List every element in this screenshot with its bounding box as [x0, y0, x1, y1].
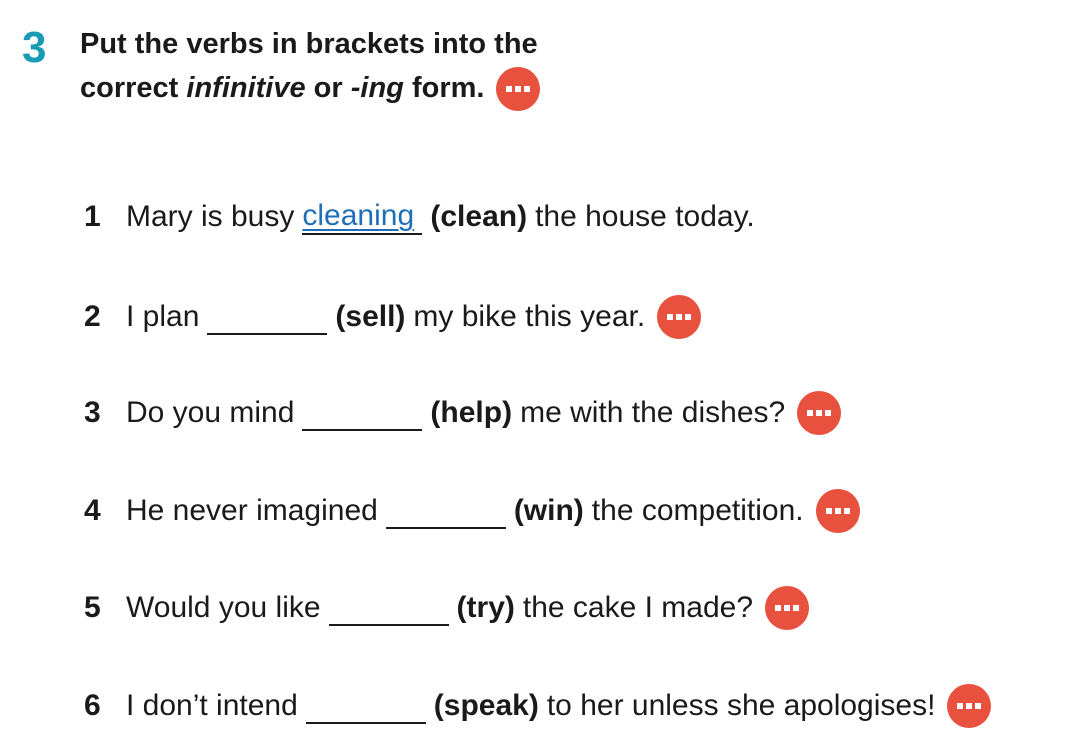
instruction-emphasis-ing: -ing	[350, 72, 404, 104]
item-number: 2	[84, 300, 101, 333]
exercise-item-3	[84, 388, 841, 438]
item-number: 6	[84, 689, 101, 722]
item-text-after: my bike this year.	[413, 300, 646, 333]
more-dots-icon[interactable]	[797, 391, 841, 435]
answer-input[interactable]	[207, 299, 327, 335]
item-text-after: the competition.	[591, 494, 804, 527]
instruction-text: form.	[403, 72, 485, 104]
answer-input[interactable]	[329, 590, 449, 626]
item-verb: (try)	[456, 591, 515, 624]
answer-filled[interactable]: cleaning	[302, 199, 422, 235]
item-verb: (clean)	[430, 200, 528, 233]
more-dots-icon[interactable]	[816, 489, 860, 533]
answer-input[interactable]	[306, 688, 426, 724]
item-text-before: Mary is busy	[126, 200, 295, 233]
item-text-after: me with the dishes?	[520, 396, 786, 429]
item-text-after: to her unless she apologises!	[546, 689, 936, 722]
answer-input[interactable]	[386, 493, 506, 529]
exercise-instruction	[80, 22, 540, 111]
item-number: 3	[84, 396, 101, 429]
item-text-before: Do you mind	[126, 396, 295, 429]
item-number: 4	[84, 494, 101, 527]
item-text-before: Would you like	[126, 591, 321, 624]
item-text-before: I plan	[126, 300, 200, 333]
exercise-item-4	[84, 486, 860, 536]
exercise-item-2	[84, 292, 701, 342]
item-text-after: the house today.	[535, 200, 755, 233]
item-text-before: I don’t intend	[126, 689, 298, 722]
item-number: 5	[84, 591, 101, 624]
more-dots-icon[interactable]	[765, 586, 809, 630]
instruction-line-1: Put the verbs in brackets into the	[80, 28, 538, 60]
exercise-number: 3	[22, 23, 47, 72]
item-verb: (sell)	[335, 300, 406, 333]
item-verb: (win)	[513, 494, 584, 527]
answer-input[interactable]	[302, 395, 422, 431]
exercise-item-6	[84, 681, 991, 731]
item-verb: (speak)	[433, 689, 539, 722]
item-number: 1	[84, 200, 101, 233]
instruction-line-2	[80, 66, 540, 111]
exercise-item-5	[84, 583, 809, 633]
exercise-item-1	[84, 192, 755, 242]
more-dots-icon[interactable]	[496, 67, 540, 111]
item-text-after: the cake I made?	[522, 591, 754, 624]
more-dots-icon[interactable]	[657, 295, 701, 339]
instruction-text: correct	[80, 72, 187, 104]
instruction-text: or	[305, 72, 351, 104]
more-dots-icon[interactable]	[947, 684, 991, 728]
instruction-emphasis-infinitive: infinitive	[186, 72, 306, 104]
item-verb: (help)	[430, 396, 513, 429]
item-text-before: He never imagined	[126, 494, 378, 527]
